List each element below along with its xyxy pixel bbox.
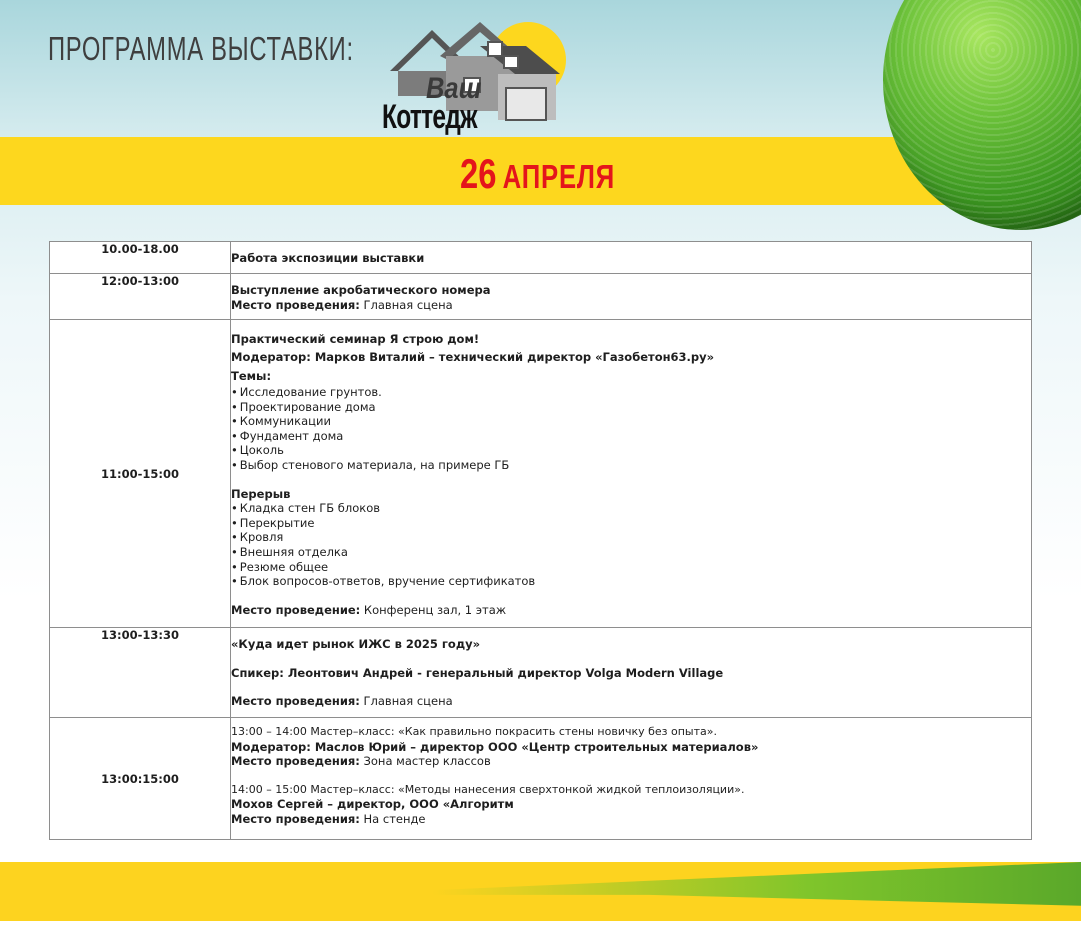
date-day: 26	[460, 150, 497, 197]
table-row	[50, 242, 1032, 274]
time-label: 10.00-18.00	[101, 242, 179, 256]
list-item: • Кровля	[231, 530, 1031, 545]
page-title: ПРОГРАММА ВЫСТАВКИ:	[48, 30, 354, 67]
date-month: АПРЕЛЯ	[502, 158, 616, 195]
bottom-margin	[0, 921, 1081, 935]
time-cell	[50, 274, 231, 320]
event-speaker: Спикер: Леонтович Андрей - генеральный директор Volga Modern Village	[231, 665, 724, 680]
place-label: Место проведения:	[231, 297, 360, 312]
masterclass-1: 13:00 – 14:00 Мастер–класс: «Как правильно покрасить стены новичку без опыта».	[231, 725, 717, 738]
event-place	[231, 754, 1031, 769]
place-value: Зона мастер классов	[359, 754, 491, 769]
time-cell	[50, 320, 231, 628]
list-item: • Цоколь	[231, 443, 1031, 458]
event-title: Работа экспозиции выставки	[231, 251, 425, 265]
list-item: • Фундамент дома	[231, 429, 1031, 444]
event-date	[460, 150, 615, 198]
place-value: На стенде	[359, 811, 426, 826]
event-title: «Куда идет рынок ИЖС в 2025 году»	[231, 637, 481, 651]
time-label: 12:00-13:00	[101, 274, 179, 288]
place-label: Место проведения:	[231, 811, 360, 826]
time-label: 13:00-13:30	[101, 628, 179, 642]
masterclass-1-moderator: Модератор: Маслов Юрий – директор ООО «Центр строительных материалов»	[231, 739, 759, 754]
table-row	[50, 628, 1032, 718]
content-cell	[231, 242, 1032, 274]
break-label: Перерыв	[231, 486, 291, 501]
list-item: • Выбор стенового материала, на примере ГБ	[231, 458, 1031, 473]
place-label: Место проведения:	[231, 754, 360, 769]
list-item: • Коммуникации	[231, 414, 1031, 429]
logo-text-bottom: Коттедж	[382, 98, 477, 136]
time-label: 11:00-15:00	[101, 466, 179, 481]
event-place	[231, 694, 1031, 709]
content-cell	[231, 320, 1032, 628]
place-value: Главная сцена	[359, 297, 453, 312]
event-title: Выступление акробатического номера	[231, 283, 491, 297]
schedule-table	[49, 241, 1032, 840]
list-item: • Кладка стен ГБ блоков	[231, 501, 1031, 516]
time-cell	[50, 628, 231, 718]
table-row	[50, 274, 1032, 320]
time-cell	[50, 242, 231, 274]
topics-label: Темы:	[231, 369, 272, 383]
place-label: Место проведения:	[231, 694, 360, 709]
place-value: Главная сцена	[359, 694, 453, 709]
logo	[380, 16, 570, 136]
event-place	[231, 603, 1031, 618]
content-cell	[231, 274, 1032, 320]
time-label: 13:00:15:00	[101, 771, 179, 786]
masterclass-2-person: Мохов Сергей – директор, ООО «Алгоритм	[231, 797, 514, 812]
content-cell	[231, 718, 1032, 840]
list-item: • Блок вопросов-ответов, вручение сертификатов	[231, 574, 1031, 589]
event-title: Практический семинар Я строю дом!	[231, 332, 480, 346]
event-place	[231, 812, 1031, 827]
list-item: • Проектирование дома	[231, 400, 1031, 415]
list-item: • Исследование грунтов.	[231, 385, 1031, 400]
event-place	[231, 298, 1031, 313]
event-moderator: Модератор: Марков Виталий – технический директор «Газобетон63.ру»	[231, 350, 715, 364]
list-item: • Резюме общее	[231, 560, 1031, 575]
place-label: Место проведение:	[231, 602, 361, 617]
content-cell	[231, 628, 1032, 718]
list-item: • Внешняя отделка	[231, 545, 1031, 560]
place-value: Конференц зал, 1 этаж	[360, 602, 507, 617]
logo-text-top: Ваш	[426, 72, 482, 105]
masterclass-2: 14:00 – 15:00 Мастер–класс: «Методы нанесения сверхтонкой жидкой теплоизоляции».	[231, 782, 745, 796]
time-cell	[50, 718, 231, 840]
list-item: • Перекрытие	[231, 516, 1031, 531]
table-row	[50, 718, 1032, 840]
table-row	[50, 320, 1032, 628]
